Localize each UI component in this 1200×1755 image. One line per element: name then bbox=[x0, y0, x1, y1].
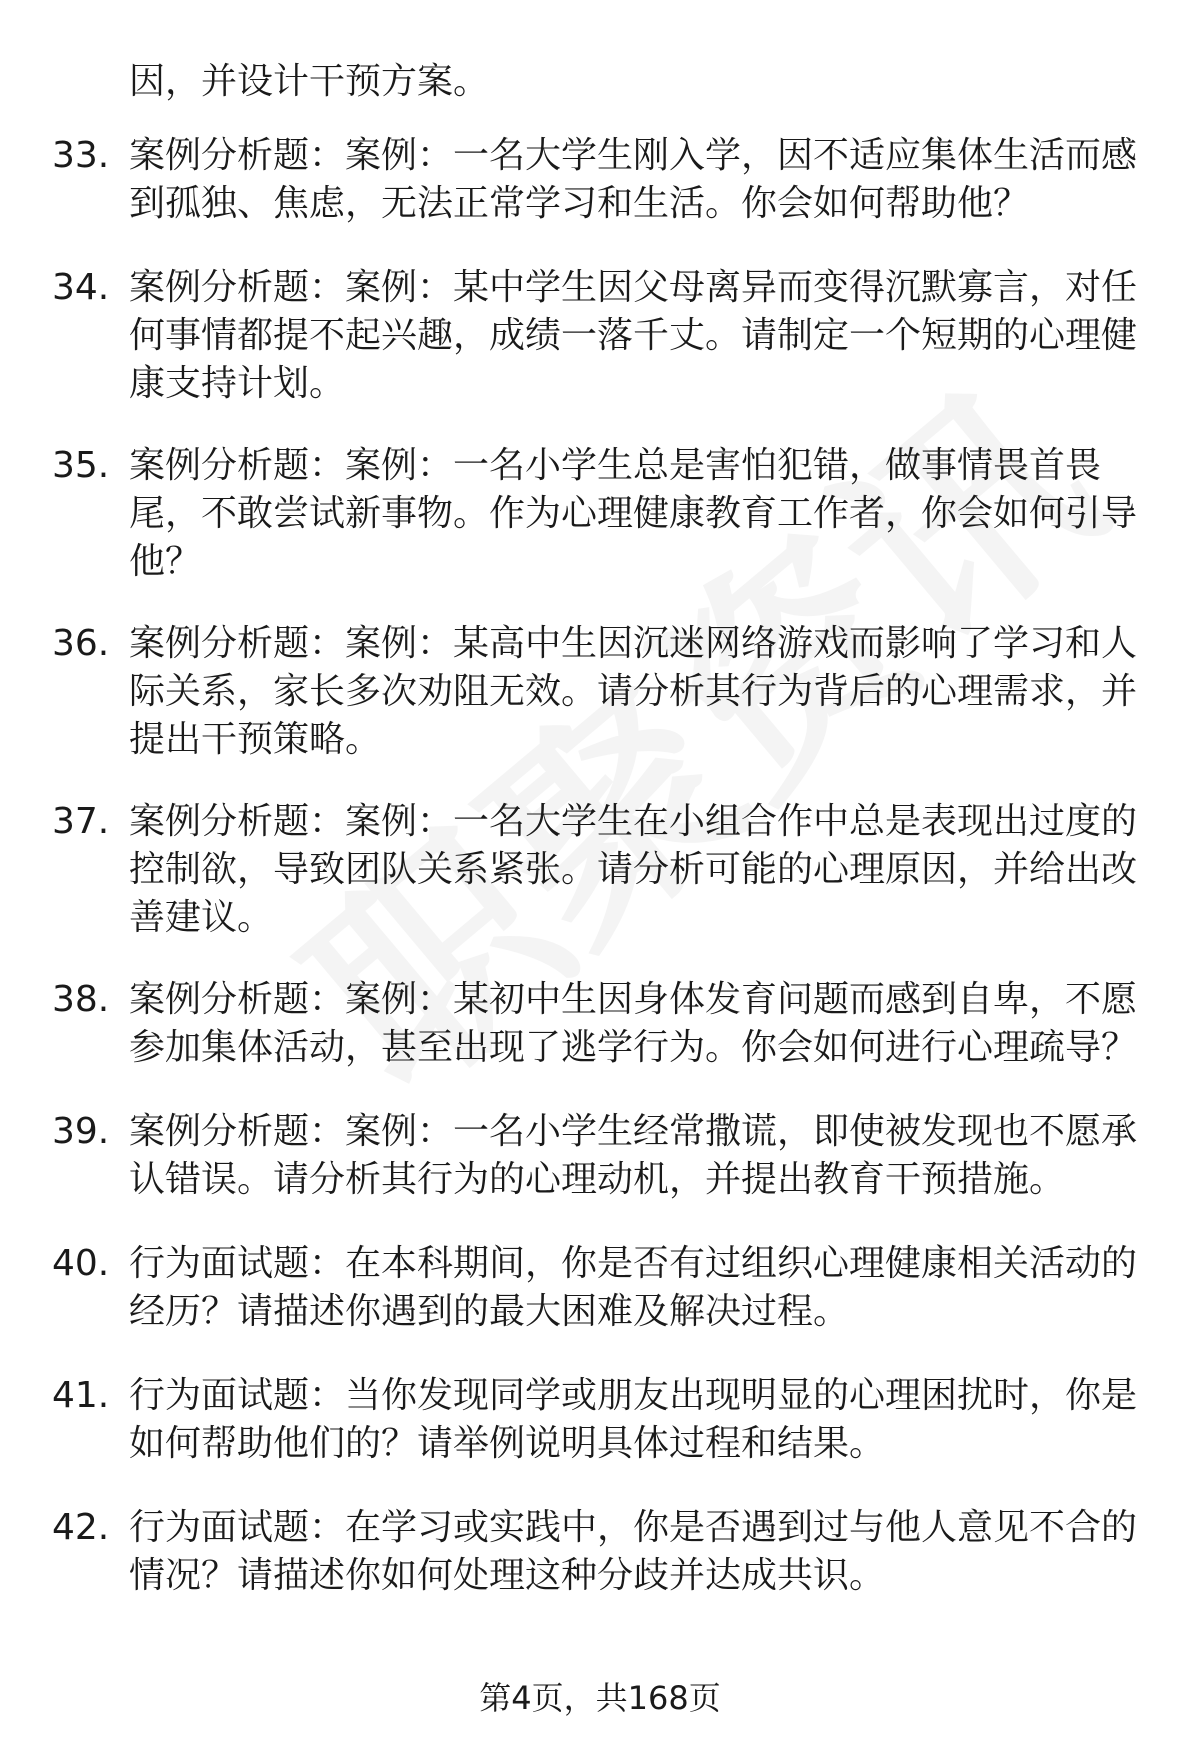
question-number: 41. bbox=[52, 1375, 110, 1416]
question-number: 39. bbox=[52, 1111, 110, 1152]
question-number: 42. bbox=[52, 1507, 110, 1548]
question-number: 33. bbox=[52, 135, 110, 176]
continuation-text: 因，并设计干预方案。 bbox=[129, 61, 490, 102]
question-text: 案例分析题：案例：一名小学生经常撒谎，即使被发现也不愿承认错误。请分析其行为的心理动机，并提出教育干预措施。 bbox=[129, 1111, 1138, 1200]
question-number: 37. bbox=[52, 801, 110, 842]
question-text: 行为面试题：在本科期间，你是否有过组织心理健康相关活动的经历？请描述你遇到的最大困难及解决过程。 bbox=[129, 1243, 1138, 1332]
question-text: 案例分析题：案例：一名大学生刚入学，因不适应集体生活而感到孤独、焦虑，无法正常学习和生活。你会如何帮助他？ bbox=[129, 135, 1138, 224]
question-number: 36. bbox=[52, 623, 110, 664]
question-text: 行为面试题：在学习或实践中，你是否遇到过与他人意见不合的情况？请描述你如何处理这种分歧并达成共识。 bbox=[129, 1507, 1138, 1596]
question-text: 行为面试题：当你发现同学或朋友出现明显的心理困扰时，你是如何帮助他们的？请举例说明具体过程和结果。 bbox=[129, 1375, 1138, 1464]
question-text: 案例分析题：案例：某高中生因沉迷网络游戏而影响了学习和人际关系，家长多次劝阻无效。请分析其行为背后的心理需求，并提出干预策略。 bbox=[129, 623, 1138, 760]
question-text: 案例分析题：案例：一名小学生总是害怕犯错，做事情畏首畏尾，不敢尝试新事物。作为心理健康教育工作者，你会如何引导他？ bbox=[129, 445, 1138, 582]
question-number: 40. bbox=[52, 1243, 110, 1284]
question-number: 34. bbox=[52, 267, 110, 308]
page-footer: 第4页，共168页 bbox=[479, 1679, 721, 1717]
question-text: 案例分析题：案例：一名大学生在小组合作中总是表现出过度的控制欲，导致团队关系紧张。请分析可能的心理原因，并给出改善建议。 bbox=[129, 801, 1138, 938]
question-number: 35. bbox=[52, 445, 110, 486]
question-number: 38. bbox=[52, 979, 110, 1020]
question-text: 案例分析题：案例：某初中生因身体发育问题而感到自卑，不愿参加集体活动，甚至出现了逃学行为。你会如何进行心理疏导？ bbox=[129, 979, 1138, 1068]
question-text: 案例分析题：案例：某中学生因父母离异而变得沉默寡言，对任何事情都提不起兴趣，成绩一落千丈。请制定一个短期的心理健康支持计划。 bbox=[129, 267, 1138, 404]
